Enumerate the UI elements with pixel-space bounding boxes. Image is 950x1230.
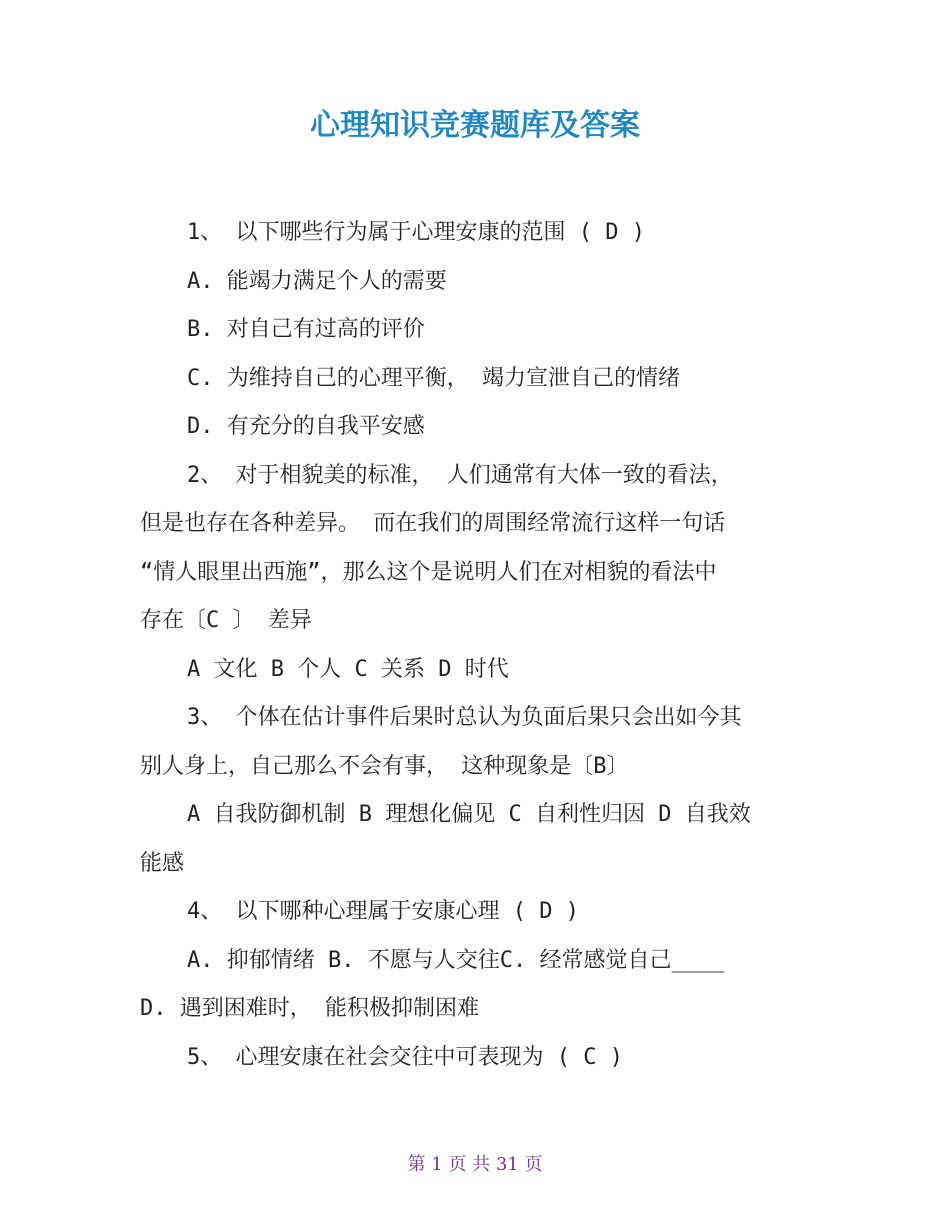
page-footer: 第 1 页 共 31 页 bbox=[407, 1154, 543, 1175]
question-3: 3、 个体在估计事件后果时总认为负面后果只会出如今其 bbox=[187, 705, 742, 730]
question-1-option-c: C. 为维持自己的心理平衡， 竭力宣泄自己的情绪 bbox=[187, 366, 680, 391]
question-1-option-a: A. 能竭力满足个人的需要 bbox=[187, 269, 447, 294]
document-title: 心理知识竞赛题库及答案 bbox=[310, 108, 640, 143]
question-1-option-d: D. 有充分的自我平安感 bbox=[187, 414, 425, 439]
question-4-options-continued: D. 遇到困难时， 能积极抑制困难 bbox=[140, 996, 479, 1021]
question-1-option-b: B. 对自己有过高的评价 bbox=[187, 317, 425, 342]
question-2: 2、 对于相貌美的标准， 人们通常有大体一致的看法， bbox=[187, 463, 733, 488]
question-4-options: A. 抑郁情绪 B. 不愿与人交往C. 经常感觉自己____ bbox=[187, 948, 725, 973]
question-4: 4、 以下哪种心理属于安康心理 ( D ) bbox=[187, 899, 579, 924]
question-2-continued: 存在〔C 〕 差异 bbox=[140, 608, 312, 633]
question-3-continued: 别人身上，自己那么不会有事， 这种现象是〔B〕 bbox=[140, 754, 629, 779]
question-2-options: A 文化 B 个人 C 关系 D 时代 bbox=[187, 657, 509, 682]
question-3-options-continued: 能感 bbox=[140, 851, 185, 876]
question-1: 1、 以下哪些行为属于心理安康的范围 ( D ) bbox=[187, 220, 645, 245]
question-3-options: A 自我防御机制 B 理想化偏见 C 自利性归因 D 自我效 bbox=[187, 802, 751, 827]
question-5: 5、 心理安康在社会交往中可表现为 ( C ) bbox=[187, 1045, 623, 1070]
question-2-continued: “情人眼里出西施”，那么这个是说明人们在对相貌的看法中 bbox=[140, 560, 717, 585]
question-2-continued: 但是也存在各种差异。 而在我们的周围经常流行这样一句话 bbox=[140, 511, 726, 536]
